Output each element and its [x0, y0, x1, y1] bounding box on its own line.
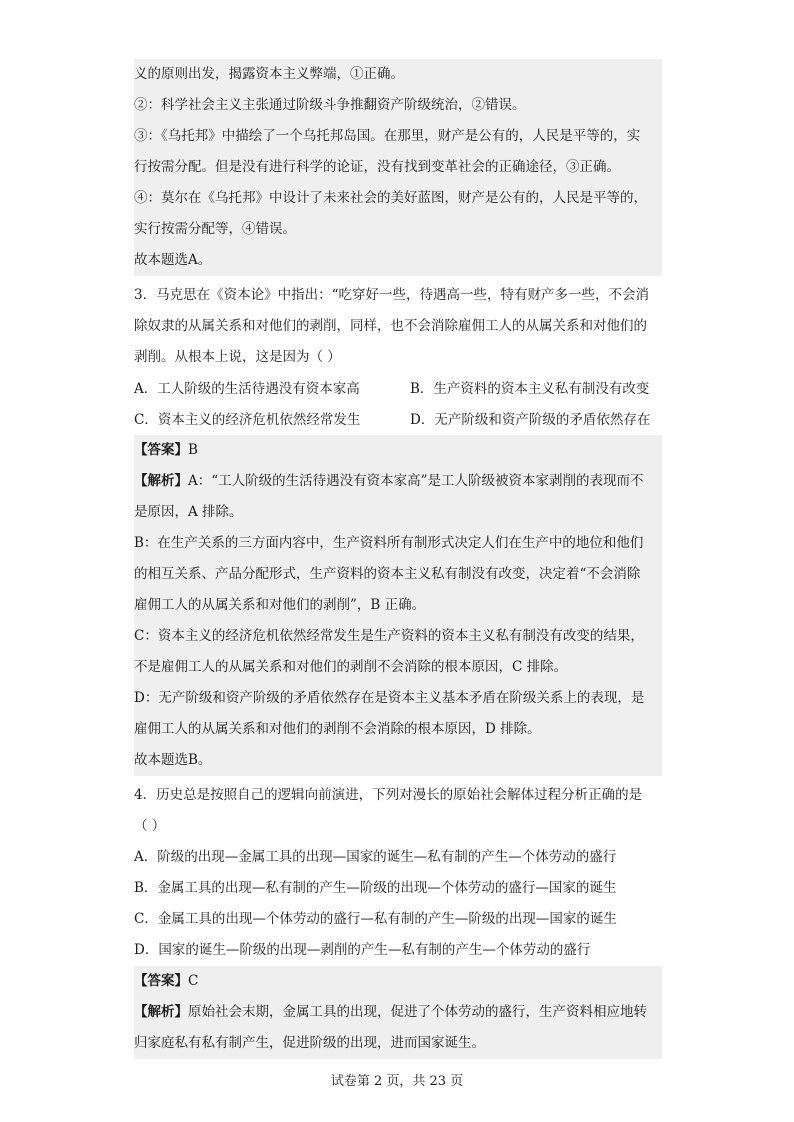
question-3-stem: 剥削。从根本上说，这是因为（ ）: [134, 349, 341, 365]
question-3-option-d: D．无产阶级和资产阶级的矛盾依然存在: [410, 412, 651, 428]
question-3-answer: [134, 435, 662, 466]
question-4-analysis: 归家庭私有私有制产生，促进阶级的出现，进而国家诞生。: [134, 1028, 662, 1059]
analysis-tag: 【解析】: [134, 1004, 188, 1020]
question-4-stem: （ ）: [134, 818, 166, 834]
question-3-option-a: A．工人阶级的生活待遇没有资本家高: [134, 381, 360, 397]
prev-explanation-line: 义的原则出发，揭露资本主义弊端，①正确。: [134, 59, 662, 90]
question-3-analysis: 是原因，A 排除。: [134, 497, 662, 528]
question-3-analysis: 不是雇佣工人的从属关系和对他们的剥削不会消除的根本原因，C 排除。: [134, 652, 662, 683]
analysis-text: 原始社会末期，金属工具的出现，促进了个体劳动的盛行，生产资料相应地转: [188, 1004, 647, 1020]
prev-explanation-line: ④：莫尔在《乌托邦》中设计了未来社会的美好蓝图，财产是公有的，人民是平等的，: [134, 183, 662, 214]
prev-conclusion: 故本题选A。: [134, 245, 662, 276]
answer-value: B: [188, 442, 198, 458]
analysis-text: A：“工人阶级的生活待遇没有资本家高”是工人阶级被资本家剥削的表现而不: [188, 473, 644, 489]
question-3-conclusion: 故本题选B。: [134, 745, 662, 776]
question-3-analysis: D：无产阶级和资产阶级的矛盾依然存在是资本主义基本矛盾在阶级关系上的表现，是: [134, 683, 662, 714]
answer-value: C: [188, 973, 199, 989]
question-4-analysis: [134, 997, 662, 1028]
question-4-option-d: D．国家的诞生—阶级的出现—剥削的产生—私有制的产生—个体劳动的盛行: [134, 942, 591, 958]
question-3-analysis: [134, 466, 662, 497]
answer-tag: 【答案】: [134, 442, 188, 458]
prev-explanation-line: 实行按需分配等，④错误。: [134, 214, 662, 245]
question-3-analysis: C：资本主义的经济危机依然经常发生是生产资料的资本主义私有制没有改变的结果，: [134, 621, 662, 652]
question-3-option-c: C．资本主义的经济危机依然经常发生: [134, 412, 361, 428]
answer-tag: 【答案】: [134, 973, 188, 989]
question-3-analysis: 雇佣工人的从属关系和对他们的剥削”，B 正确。: [134, 590, 662, 621]
question-3-analysis: 的相互关系、产品分配形式，生产资料的资本主义私有制没有改变，决定着“不会消除: [134, 559, 662, 590]
prev-explanation-line: ③：《乌托邦》中描绘了一个乌托邦岛国。在那里，财产是公有的，人民是平等的，实: [134, 121, 662, 152]
question-3-stem: 3．马克思在《资本论》中指出：“吃穿好一些，待遇高一些，特有财产多一些，不会消: [134, 287, 649, 303]
prev-explanation-line: ②：科学社会主义主张通过阶级斗争推翻资产阶级统治，②错误。: [134, 90, 662, 121]
question-4-answer: [134, 966, 662, 997]
question-3-analysis: B：在生产关系的三方面内容中，生产资料所有制形式决定人们在生产中的地位和他们: [134, 528, 662, 559]
question-4-stem: 4．历史总是按照自己的逻辑向前演进，下列对漫长的原始社会解体过程分析正确的是: [134, 787, 643, 803]
question-4-option-a: A．阶级的出现—金属工具的出现—国家的诞生—私有制的产生—个体劳动的盛行: [134, 849, 617, 865]
question-3-stem: 除奴隶的从属关系和对他们的剥削，同样，也不会消除雇佣工人的从属关系和对他们的: [134, 318, 647, 334]
page-footer: 试卷第 2 页，共 23 页: [330, 1074, 464, 1089]
question-3-analysis: 雇佣工人的从属关系和对他们的剥削不会消除的根本原因，D 排除。: [134, 714, 662, 745]
question-4-option-b: B．金属工具的出现—私有制的产生—阶级的出现—个体劳动的盛行—国家的诞生: [134, 880, 617, 896]
question-3-option-b: B．生产资料的资本主义私有制没有改变: [410, 381, 650, 397]
question-4-option-c: C．金属工具的出现—个体劳动的盛行—私有制的产生—阶级的出现—国家的诞生: [134, 911, 617, 927]
analysis-tag: 【解析】: [134, 473, 188, 489]
prev-explanation-line: 行按需分配。但是没有进行科学的论证，没有找到变革社会的正确途径，③正确。: [134, 152, 662, 183]
